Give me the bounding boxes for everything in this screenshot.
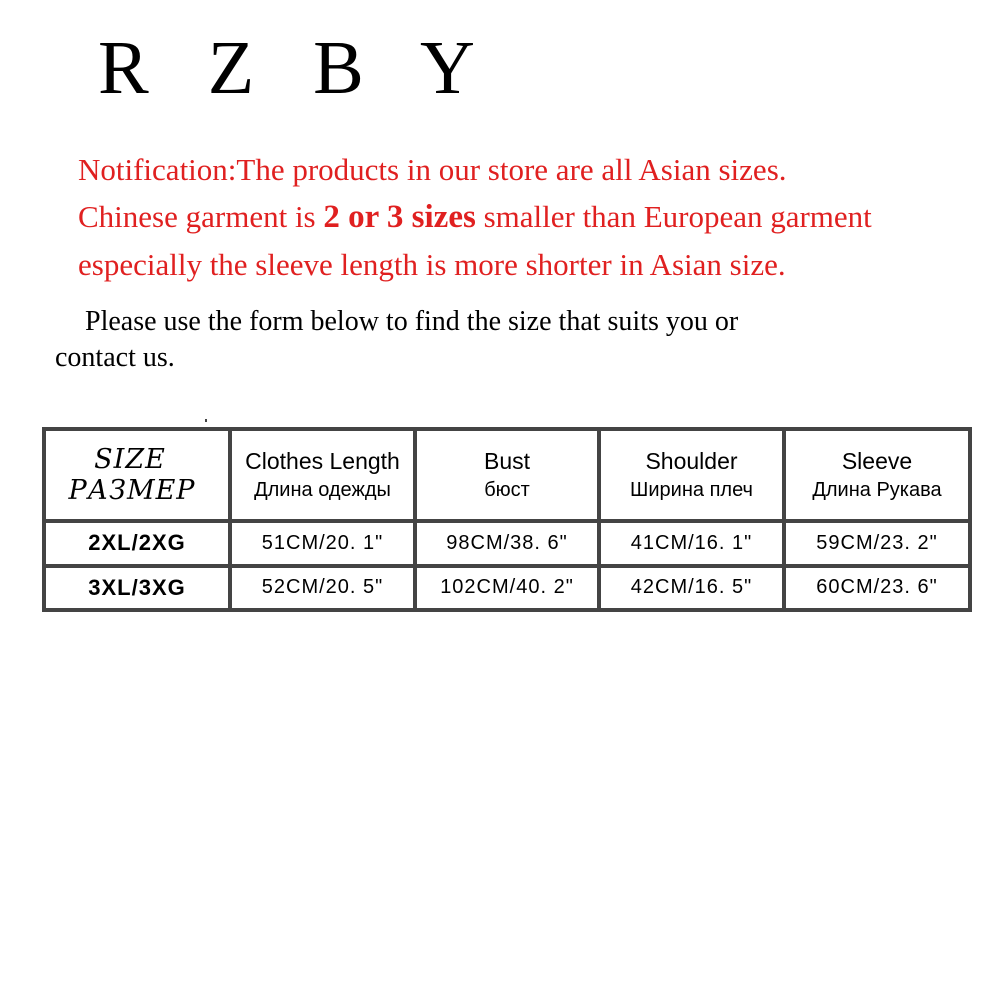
- size-header-en: SIZE: [94, 444, 166, 476]
- size-instruction: [55, 304, 955, 376]
- column-header-sleeve: [786, 431, 968, 519]
- column-header-ru: Длина одежды: [254, 479, 391, 502]
- asian-size-notice: [78, 146, 988, 288]
- column-header-shoulder: [601, 431, 782, 519]
- decorative-tick: [205, 419, 207, 422]
- column-header-clothes-length: [232, 431, 413, 519]
- clothes-length-value: 51CM/20. 1": [232, 523, 413, 563]
- table-row: [46, 568, 968, 608]
- column-header-ru: бюст: [484, 479, 530, 502]
- sleeve-value: 60CM/23. 6": [786, 568, 968, 608]
- shoulder-value: 42CM/16. 5": [601, 568, 782, 608]
- column-header-ru: Ширина плеч: [630, 479, 753, 502]
- size-chart-table: [42, 427, 972, 612]
- notice-line-3: especially the sleeve length is more shorter in Asian size.: [78, 247, 786, 282]
- clothes-length-value: 52CM/20. 5": [232, 568, 413, 608]
- size-header-cell: [46, 431, 228, 519]
- size-header-ru: РАЗМЕР: [68, 475, 196, 507]
- bust-value: 98CM/38. 6": [417, 523, 597, 563]
- bust-value: 102CM/40. 2": [417, 568, 597, 608]
- notice-line-2-start: Chinese garment is: [78, 199, 324, 234]
- notice-size-difference: 2 or 3 sizes: [323, 199, 476, 235]
- shoulder-value: 41CM/16. 1": [601, 523, 782, 563]
- notice-line-2-end: smaller than European garment: [475, 199, 872, 234]
- row-size-label: 2XL/2XG: [46, 523, 228, 563]
- brand-logo: R Z B Y: [98, 26, 495, 110]
- column-header-en: Bust: [483, 448, 531, 475]
- table-row: [46, 523, 968, 563]
- instruction-line-1: Please use the form below to find the size that suits you or: [85, 306, 739, 337]
- column-header-en: Shoulder: [645, 448, 738, 475]
- column-header-ru: Длина Рукава: [812, 479, 942, 502]
- instruction-line-2: contact us.: [55, 342, 175, 373]
- notice-line-1: Notification:The products in our store are all Asian sizes.: [78, 152, 787, 187]
- column-header-bust: [417, 431, 597, 519]
- column-header-en: Clothes Length: [245, 448, 400, 475]
- column-header-en: Sleeve: [841, 448, 913, 475]
- notice-line-2: [78, 193, 988, 241]
- sleeve-value: 59CM/23. 2": [786, 523, 968, 563]
- table-header-row: [46, 431, 968, 519]
- row-size-label: 3XL/3XG: [46, 568, 228, 608]
